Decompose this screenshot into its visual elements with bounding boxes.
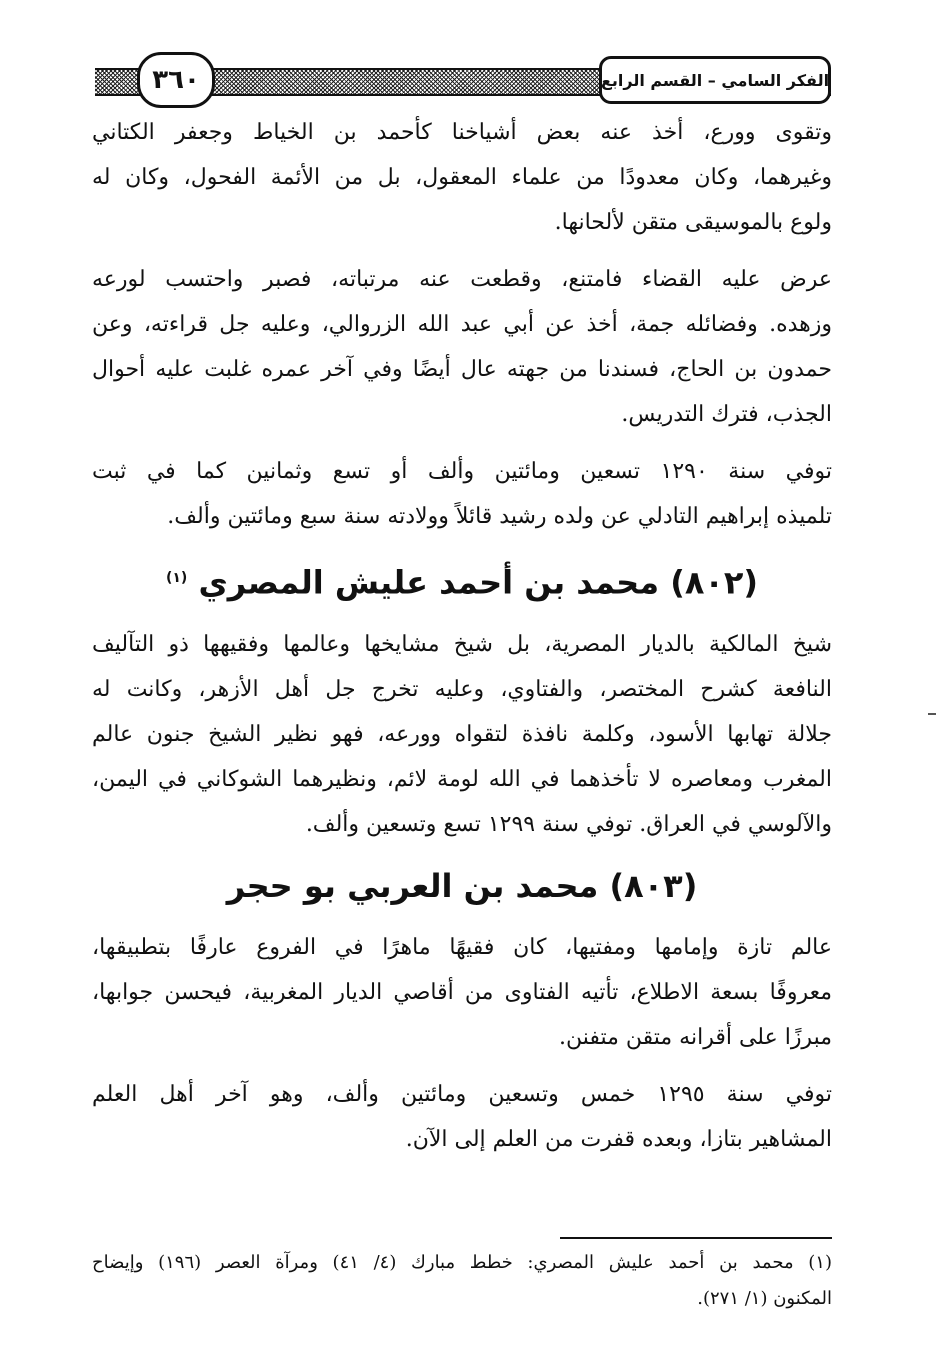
text-line: المشاهير بتازا، وبعده قفرت من العلم إلى الآن.	[405, 1126, 832, 1152]
text-line: والآلوسي في العراق. توفي سنة ١٢٩٩ تسع وتسعين وألف.	[305, 811, 832, 837]
paragraph-3	[92, 449, 832, 539]
text-line: ولوع بالموسيقى متقن لألحانها.	[554, 210, 832, 235]
text-line: مبرزًا على أقرانه متقن متفنن.	[558, 1024, 832, 1050]
heading-text: (٨٠٢) محمد بن أحمد عليش المصري	[198, 563, 759, 602]
page-body	[92, 110, 832, 1174]
text-line: جلالة تهابها الأسود، وكلمة نافذة لتقواه وورعه، فهو نظير الشيخ جنون عالم	[92, 721, 832, 747]
text-line: عرض عليه القضاء فامتنع، وقطعت عنه مرتباته، فصبر واحتسب لورعه	[92, 267, 832, 292]
entry-heading-802	[92, 551, 832, 610]
paragraph-5	[92, 925, 832, 1060]
footnote-line: المكنون (١/ ٢٧١).	[697, 1288, 832, 1309]
text-line: توفي سنة ١٢٩٠ تسعين ومائتين وألف أو تسع وثمانين كما في ثبت	[92, 459, 832, 484]
text-line: تلميذه إبراهيم التادلي عن ولده رشيد قائلاً وولادته سنة سبع ومائتين وألف.	[167, 504, 832, 529]
paragraph-2	[92, 257, 832, 437]
text-line: وغيرهما، وكان معدودًا من علماء المعقول، بل من الأئمة الفحول، وكان له	[92, 165, 832, 190]
text-line: وزهده. وفضائله جمة، أخذ عن أبي عبد الله الزروالي، وعليه جل قراءته، وعن	[92, 312, 832, 337]
footnote-reference[interactable]: (١)	[165, 570, 188, 586]
paragraph-6	[92, 1072, 832, 1162]
text-line: شيخ المالكية بالديار المصرية، بل شيخ مشايخها وعالمها وفقيهها ذو التآليف	[92, 631, 832, 657]
entry-heading-803	[92, 859, 832, 913]
footnote	[92, 1245, 832, 1317]
page-header	[95, 52, 831, 108]
text-line: توفي سنة ١٢٩٥ خمس وتسعين ومائتين وألف، وهو آخر أهل العلم	[92, 1081, 832, 1107]
text-line: الجذب، فترك التدريس.	[621, 402, 832, 427]
footnote-line: (١) محمد بن أحمد عليش المصري: خطط مبارك (٤/ ٤١) ومرآة العصر (١٩٦) وإيضاح	[92, 1252, 832, 1273]
page-number: ٣٦٠	[137, 52, 215, 108]
text-line: وتقوى وورع، أخذ عنه بعض أشياخنا كأحمد بن الخياط وجعفر الكتاني	[92, 120, 832, 145]
heading-text: (٨٠٣) محمد بن العربي بو حجر	[226, 866, 698, 905]
text-line: النافعة كشرح المختصر، والفتاوي، وعليه تخرج جل أهل الأزهر، وكانت له	[92, 676, 832, 702]
margin-mark	[928, 713, 936, 715]
paragraph-1	[92, 110, 832, 245]
footnote-separator	[560, 1237, 832, 1239]
text-line: معروفًا بسعة الاطلاع، تأتيه الفتاوى من أقاصي الديار المغربية، فيحسن جوابها،	[92, 979, 832, 1005]
running-title: الفكر السامي – القسم الرابع	[599, 56, 831, 104]
text-line: المغرب ومعاصره لا تأخذهما في الله لومة لائم، ونظيرهما الشوكاني في اليمن،	[92, 766, 832, 792]
text-line: عالم تازة وإمامها ومفتيها، كان فقيهًا ماهرًا في الفروع عارفًا بتطبيقها،	[92, 934, 832, 960]
paragraph-4	[92, 622, 832, 847]
text-line: حمدون بن الحاج، فسندنا من جهته عال أيضًا وفي آخر عمره غلبت عليه أحوال	[92, 357, 832, 382]
